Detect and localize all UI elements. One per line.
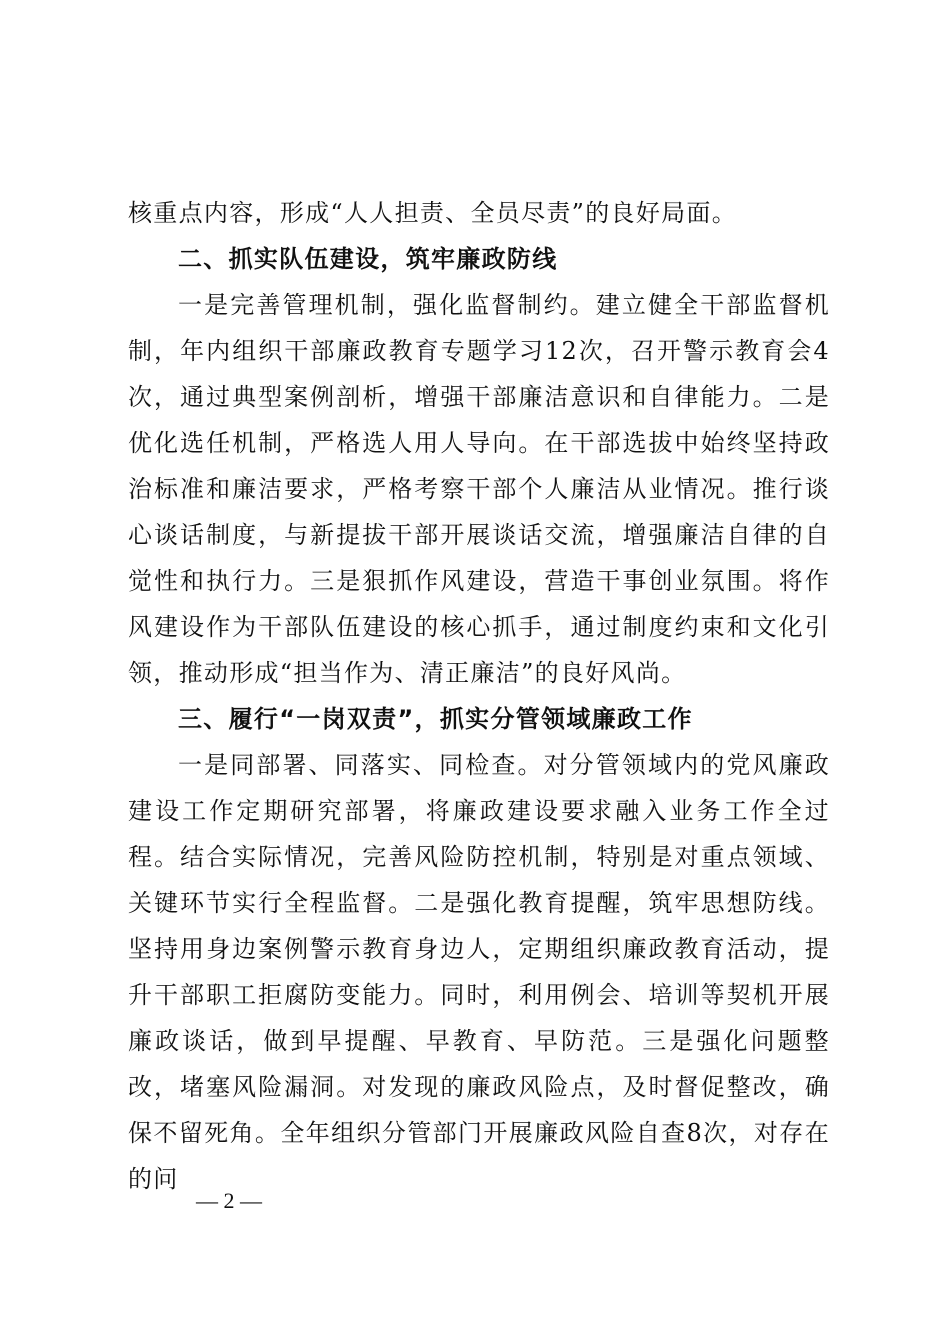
section-two-paragraph: 一是完善管理机制，强化监督制约。建立健全干部监督机制，年内组织干部廉政教育专题学习12次，召开警示教育会4次，通过典型案例剖析，增强干部廉洁意识和自律能力。二是优化选任机制，严格选人用人导向。在干部选拔中始终坚持政治标准和廉洁要求，严格考察干部个人廉洁从业情况。推行谈心谈话制度，与新提拔干部开展谈话交流，增强廉洁自律的自觉性和执行力。三是狠抓作风建设，营造干事创业氛围。将作风建设作为干部队伍建设的核心抓手，通过制度约束和文化引领，推动形成“担当作为、清正廉洁”的良好风尚。	[128, 291, 830, 687]
section-two-heading: 二、抓实队伍建设，筑牢廉政防线	[178, 245, 558, 273]
document-body	[128, 190, 830, 1202]
section-three-paragraph: 一是同部署、同落实、同检查。对分管领域内的党风廉政建设工作定期研究部署，将廉政建设要求融入业务工作全过程。结合实际情况，完善风险防控机制，特别是对重点领域、关键环节实行全程监督。二是强化教育提醒，筑牢思想防线。坚持用身边案例警示教育身边人，定期组织廉政教育活动，提升干部职工拒腐防变能力。同时，利用例会、培训等契机开展廉政谈话，做到早提醒、早教育、早防范。三是强化问题整改，堵塞风险漏洞。对发现的廉政风险点，及时督促整改，确保不留死角。全年组织分管部门开展廉政风险自查8次，对存在的问	[128, 751, 830, 1193]
section-three-heading: 三、履行“一岗双责”，抓实分管领域廉政工作	[178, 705, 693, 733]
page-number: — 2 —	[196, 1188, 262, 1213]
continued-paragraph: 核重点内容，形成“人人担责、全员尽责”的良好局面。	[128, 199, 738, 227]
